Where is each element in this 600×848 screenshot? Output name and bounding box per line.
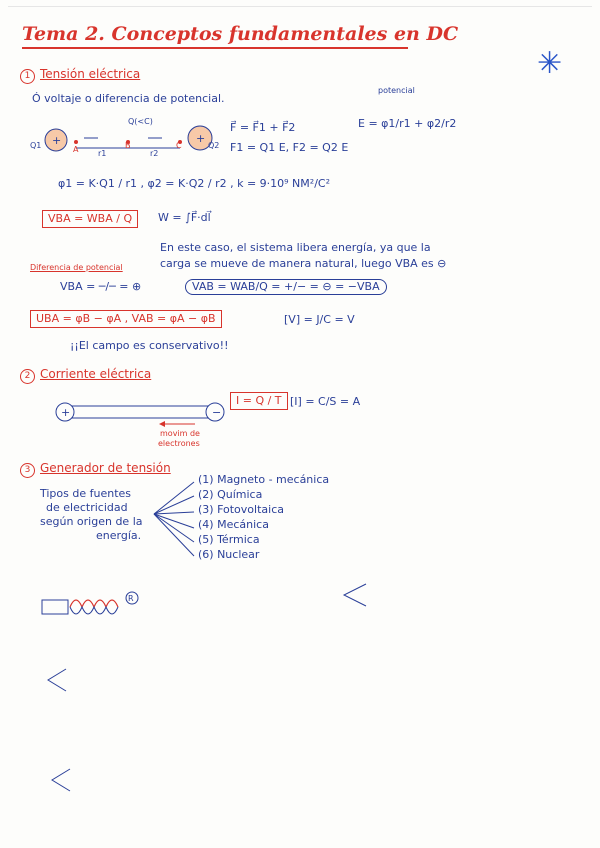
section-2-number: 2 [20, 369, 35, 384]
page-top-rule [8, 6, 592, 7]
diff-potential-label: Diferencia de potencial [30, 263, 123, 272]
section-1-number: 1 [20, 69, 35, 84]
force-equation-2: F1 = Q1 E, F2 = Q2 E [230, 141, 349, 154]
potentials-equation: φ1 = K·Q1 / r1 , φ2 = K·Q2 / r2 , k = 9·10⁹ NM²/C² [58, 177, 330, 190]
q1-label: Q1 [30, 141, 42, 150]
svg-text:−: − [212, 406, 222, 419]
coil-diagram [40, 590, 140, 630]
type-6: (6) Nuclear [198, 548, 260, 561]
force-equation: F⃗ = F⃗1 + F⃗2 [230, 121, 296, 134]
section-1-heading [20, 68, 140, 84]
section-3-title: Generador de tensión [40, 461, 171, 475]
svg-text:R: R [128, 594, 134, 603]
sign-line-1: VBA = ─/─ = ⊕ [60, 280, 142, 293]
type-3: (3) Fotovoltaica [198, 503, 284, 516]
point-a-label: A [73, 145, 79, 154]
section-2-title: Corriente eléctrica [40, 367, 152, 381]
section-3-heading [20, 462, 171, 478]
types-lead-4: energía. [96, 529, 142, 542]
current-box: I = Q / T [230, 392, 288, 410]
conservative-note: ¡¡El campo es conservativo!! [70, 339, 229, 352]
qc-label: Q(<C) [128, 117, 153, 126]
svg-text:+: + [61, 406, 71, 419]
page-title: Tema 2. Conceptos fundamentales en DC [22, 23, 459, 45]
svg-text:+: + [52, 134, 62, 147]
point-b-label: B [125, 141, 131, 150]
svg-text:+: + [196, 132, 206, 145]
voltage-units: [V] = J/C = V [284, 313, 355, 326]
sign-line-2: VAB = WAB/Q = +/− = ⊖ = −VBA [185, 279, 387, 295]
types-lead-3: según origen de la [40, 515, 143, 528]
s1-subtitle: Ó voltaje o diferencia de potencial. [32, 92, 225, 105]
potential-difference-box: UBA = φB − φA , VAB = φA − φB [30, 310, 222, 328]
type-2: (2) Química [198, 488, 263, 501]
work-equation: W = ∫F⃗·dl⃗ [158, 211, 211, 224]
section-3-number: 3 [20, 463, 35, 478]
types-lead-2: de electricidad [46, 501, 128, 514]
type-1: (1) Magneto - mecánica [198, 473, 330, 486]
explanation-line-2: carga se mueve de manera natural, luego VBA es ⊖ [160, 257, 447, 270]
types-branch-arrows [150, 476, 200, 566]
asterisk-icon: ✳ [537, 46, 563, 81]
r2-label: r2 [150, 149, 159, 158]
section-1-title: Tensión eléctrica [40, 67, 141, 81]
types-lead-1: Tipos de fuentes [40, 487, 132, 500]
arrow-label-1: movim de [160, 429, 200, 438]
r1-label: r1 [98, 149, 107, 158]
q2-label: Q2 [208, 141, 220, 150]
arrow-label-2: electrones [158, 439, 200, 448]
point-c-label: C [176, 141, 182, 150]
quimica-bracket [44, 666, 70, 694]
title-underline [22, 47, 408, 49]
explanation-line-1: En este caso, el sistema libera energía, ya que la [160, 241, 431, 254]
tipos-bracket [340, 581, 370, 611]
field-equation: E = φ1/r1 + φ2/r2 [358, 117, 457, 130]
type-5: (5) Térmica [198, 533, 260, 546]
conductor-diagram [50, 396, 250, 436]
type-4: (4) Mecánica [198, 518, 269, 531]
section-2-heading [20, 368, 151, 384]
vba-definition-box: VBA = WBA / Q [42, 210, 138, 228]
current-units: [I] = C/S = A [290, 395, 361, 408]
mecanica-bracket [48, 766, 74, 794]
potencial-note: potencial [378, 86, 415, 95]
